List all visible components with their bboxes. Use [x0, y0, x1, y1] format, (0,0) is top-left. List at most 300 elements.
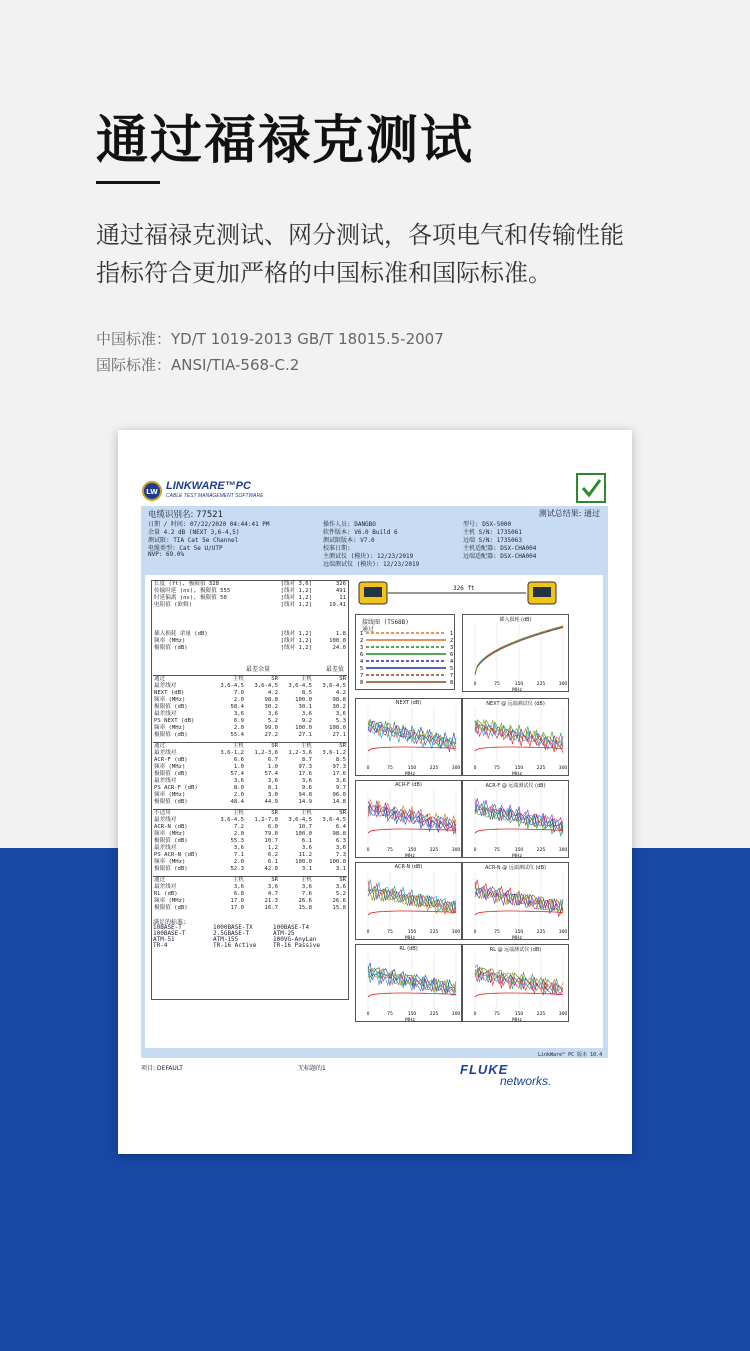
- table-cell: 极限值 (dB): [154, 905, 188, 911]
- wire-pin-label: 5: [450, 666, 454, 672]
- table-cell: 326: [335, 581, 346, 587]
- chart-title: 插入损耗 (dB): [499, 617, 532, 623]
- table-cell: 94.8: [298, 792, 312, 798]
- table-cell: 3,6: [267, 778, 278, 784]
- x-axis-unit: MHz: [405, 936, 415, 941]
- chart-plot: [356, 945, 463, 1023]
- table-cell: SR: [245, 810, 279, 818]
- x-tick-label: 150: [514, 848, 524, 853]
- cable-length-label: 326 ft: [453, 585, 475, 592]
- table-cell: 主机: [279, 743, 313, 751]
- x-tick-label: 0: [473, 766, 477, 771]
- version-note: LinkWare™ PC 版本 10.4: [538, 1052, 603, 1058]
- table-cell: 30.2: [332, 704, 346, 710]
- table-cell: 7.0: [233, 690, 244, 696]
- x-tick-label: 75: [494, 848, 500, 853]
- x-tick-label: 150: [407, 848, 417, 853]
- frequency-chart: [355, 698, 462, 776]
- intro-line: 通过福禄克测试、网分测试，各项电气和传输性能: [96, 221, 624, 249]
- compliant-standard: ATM-155: [213, 936, 239, 943]
- x-tick-label: 300: [558, 1012, 568, 1017]
- table-cell: 3,6: [301, 884, 312, 890]
- intl-standard-value: ANSI/TIA-568-C.2: [171, 356, 300, 374]
- table-cell: 3,6-1,2: [220, 750, 244, 756]
- table-cell: 6.9: [233, 718, 244, 724]
- x-tick-label: 0: [366, 766, 370, 771]
- page-headline: 通过福禄克测试: [96, 111, 475, 171]
- table-cell: 3.1: [301, 866, 312, 872]
- table-cell: PS ACR-F (dB): [154, 785, 198, 791]
- chart-title: ACR-F (dB): [395, 782, 422, 788]
- table-cell: 48.4: [230, 799, 244, 805]
- table-cell: 最差线对: [154, 683, 177, 689]
- table-cell: [线对 1,2]: [280, 595, 312, 601]
- x-tick-label: 75: [494, 682, 500, 687]
- table-cell: 3.1: [335, 866, 346, 872]
- wiremap-lines: [356, 615, 456, 691]
- table-cell: 2.0: [233, 831, 244, 837]
- table-cell: 100.0: [295, 831, 312, 837]
- frequency-chart: [355, 944, 462, 1022]
- table-cell: 5.2: [267, 718, 278, 724]
- x-tick-label: 225: [536, 682, 546, 687]
- wire-pin-label: 5: [360, 666, 364, 672]
- results-table: [153, 809, 347, 873]
- table-cell: 52.3: [230, 866, 244, 872]
- brand-name: LINKWARE™PC: [166, 480, 251, 492]
- table-cell: PS ACR-N (dB): [154, 852, 198, 858]
- info-line: 余量 4.2 dB (NEXT 3,6-4,5): [148, 529, 240, 536]
- table-cell: 主机: [211, 676, 245, 684]
- wire-pin-label: 6: [360, 652, 364, 658]
- test-report-sheet: [118, 430, 632, 1154]
- frequency-chart: [355, 862, 462, 940]
- table-cell: 5.2: [335, 891, 346, 897]
- table-cell: 1.0: [233, 764, 244, 770]
- x-tick-label: 0: [473, 682, 477, 687]
- results-table: [153, 675, 347, 739]
- x-tick-label: 300: [451, 766, 461, 771]
- headline-underline: [96, 181, 160, 184]
- vendor-suffix: networks.: [500, 1074, 552, 1088]
- table-cell: 1,2-7,8: [254, 817, 278, 823]
- info-line: 测试限版本: V7.0: [323, 537, 375, 544]
- x-tick-label: 0: [473, 1012, 477, 1017]
- table-cell: 7.2: [233, 824, 244, 830]
- x-tick-label: 225: [536, 766, 546, 771]
- x-tick-label: 225: [429, 1012, 439, 1017]
- table-cell: 30.2: [264, 704, 278, 710]
- table-cell: 频率 (MHz): [154, 764, 186, 770]
- compliant-standard: TR-4: [153, 942, 168, 949]
- table-cell: 频率 (MHz): [154, 638, 186, 644]
- table-cell: PS NEXT (dB): [154, 718, 195, 724]
- compliant-standard: 100VG-AnyLan: [273, 936, 317, 943]
- chart-plot: [356, 863, 463, 941]
- table-cell: 频率 (MHz): [154, 697, 186, 703]
- table-cell: 14.8: [332, 799, 346, 805]
- table-cell: 3,6-1,2: [322, 750, 346, 756]
- table-cell: 3,6-4,5: [322, 817, 346, 823]
- x-axis-unit: MHz: [512, 1018, 522, 1023]
- info-line: 远端测试仪 (模块): 12/23/2019: [323, 561, 420, 568]
- project-name: 项目: DEFAULT: [141, 1065, 183, 1072]
- table-cell: 79.0: [264, 831, 278, 837]
- table-cell: 491: [335, 588, 346, 594]
- chart-plot: [463, 699, 570, 777]
- table-cell: 3,6: [301, 778, 312, 784]
- table-cell: 26.6: [332, 898, 346, 904]
- table-cell: 长度 (ft), 极限值 328: [154, 581, 220, 587]
- table-cell: 最差线对: [154, 884, 177, 890]
- table-cell: 极限值 (dB): [154, 771, 188, 777]
- brand-subtitle: CABLE TEST MANAGEMENT SOFTWARE: [166, 493, 264, 499]
- chart-plot: [356, 781, 463, 859]
- compliant-title: 满足的标准:: [153, 919, 187, 926]
- table-cell: [线对 1,2]: [280, 588, 312, 594]
- wiremap-title: 接线图 (T568B): [362, 619, 409, 626]
- chart-plot: [356, 699, 463, 777]
- table-cell: 极限值 (dB): [154, 866, 188, 872]
- overall-result: 测试总结果: 通过: [538, 509, 600, 518]
- info-line: 操作人员: DANGBO: [323, 521, 376, 528]
- x-tick-label: 225: [429, 930, 439, 935]
- table-cell: 3,6-4,5: [220, 817, 244, 823]
- table-cell: 11.2: [298, 852, 312, 858]
- info-line: 主机 S/N: 1735061: [463, 529, 522, 536]
- frequency-chart: [462, 614, 569, 692]
- chart-plot: [463, 945, 570, 1023]
- x-tick-label: 225: [536, 1012, 546, 1017]
- table-cell: 主机: [279, 877, 313, 885]
- table-cell: 6.6: [233, 757, 244, 763]
- x-tick-label: 150: [407, 1012, 417, 1017]
- table-cell: 3,6: [335, 884, 346, 890]
- table-cell: SR: [313, 877, 347, 885]
- x-tick-label: 0: [366, 930, 370, 935]
- x-axis-unit: MHz: [512, 688, 522, 693]
- table-cell: 4.2: [335, 690, 346, 696]
- svg-text:LW: LW: [146, 488, 158, 496]
- wire-pin-label: 7: [450, 673, 454, 679]
- table-cell: SR: [245, 877, 279, 885]
- table-cell: SR: [313, 676, 347, 684]
- table-cell: 24.0: [332, 645, 346, 651]
- table-cell: ACR-F (dB): [154, 757, 188, 763]
- chart-title: NEXT @ 远端测试仪 (dB): [486, 701, 545, 707]
- table-cell: 极限值 (dB): [154, 838, 188, 844]
- table-cell: 3,6: [267, 884, 278, 890]
- table-cell: 最差线对: [154, 711, 177, 717]
- x-tick-label: 150: [407, 930, 417, 935]
- x-axis-unit: MHz: [405, 854, 415, 859]
- table-cell: 6.7: [267, 757, 278, 763]
- table-cell: 6.8: [233, 891, 244, 897]
- x-tick-label: 225: [536, 930, 546, 935]
- worst-value-header: 最差值: [326, 666, 345, 673]
- table-cell: 97.3: [332, 764, 346, 770]
- table-cell: 电阻值 (欧姆): [154, 602, 193, 608]
- table-cell: [线对 1,2]: [280, 602, 312, 608]
- x-tick-label: 300: [451, 1012, 461, 1017]
- table-cell: 3,6-4,5: [322, 683, 346, 689]
- table-cell: 主机: [279, 676, 313, 684]
- table-cell: 30.1: [298, 704, 312, 710]
- table-cell: 6.1: [301, 838, 312, 844]
- x-tick-label: 300: [558, 682, 568, 687]
- table-cell: 1.0: [267, 764, 278, 770]
- table-cell: 极限值 (dB): [154, 732, 188, 738]
- table-cell: 2.0: [233, 725, 244, 731]
- pass-check-icon: [576, 473, 606, 503]
- table-cell: 19.41: [329, 602, 346, 608]
- table-cell: 100.0: [329, 725, 346, 731]
- table-cell: 主机: [211, 810, 245, 818]
- table-cell: 3,6: [233, 845, 244, 851]
- table-cell: 57.4: [230, 771, 244, 777]
- table-cell: [线对 1,2]: [280, 638, 312, 644]
- frequency-chart: [462, 780, 569, 858]
- compliant-standard: TR-16 Active: [213, 942, 257, 949]
- table-cell: 频率 (MHz): [154, 898, 186, 904]
- table-cell: 传输时延 (ns), 极限值 555: [154, 588, 231, 594]
- wire-pin-label: 6: [450, 652, 454, 658]
- x-axis-unit: MHz: [512, 772, 522, 777]
- compliant-standard: 10BASE-T: [153, 924, 182, 931]
- table-cell: 100.0: [295, 697, 312, 703]
- table-cell: 3,6-4,5: [288, 683, 312, 689]
- compliant-standard: 1000BASE-TX: [213, 924, 253, 931]
- table-cell: 27.1: [332, 732, 346, 738]
- table-cell: SR: [313, 743, 347, 751]
- info-line: 电缆类型: Cat 5e U/UTP: [148, 545, 223, 552]
- intro-paragraph: [96, 216, 696, 292]
- cn-standard: [96, 328, 444, 349]
- table-cell: 57.4: [264, 771, 278, 777]
- table-cell: 频率 (MHz): [154, 859, 186, 865]
- table-cell: ACR-N (dB): [154, 824, 188, 830]
- x-tick-label: 150: [407, 766, 417, 771]
- chart-title: ACR-N (dB): [394, 864, 423, 870]
- x-axis-unit: MHz: [405, 1018, 415, 1023]
- frequency-chart: [462, 944, 569, 1022]
- x-tick-label: 300: [451, 848, 461, 853]
- info-line: 日期 / 时间: 07/22/2020 04:44:41 PM: [148, 521, 270, 528]
- x-tick-label: 75: [494, 930, 500, 935]
- table-cell: 16.7: [264, 905, 278, 911]
- table-cell: 最差线对: [154, 817, 177, 823]
- info-line: 远端适配器: DSX-CHA004: [463, 553, 537, 560]
- x-tick-label: 0: [366, 848, 370, 853]
- table-cell: 17.0: [230, 905, 244, 911]
- table-cell: SR: [245, 676, 279, 684]
- table-cell: 17.0: [230, 898, 244, 904]
- table-cell: 6.3: [335, 838, 346, 844]
- x-tick-label: 300: [558, 930, 568, 935]
- chart-title: ACR-N @ 远端测试仪 (dB): [485, 865, 546, 871]
- wire-pin-label: 2: [450, 638, 454, 644]
- x-tick-label: 150: [514, 930, 524, 935]
- table-cell: [线对 1,2]: [280, 631, 312, 637]
- chart-title: ACR-F @ 远端测试仪 (dB): [485, 783, 546, 789]
- table-cell: 17.6: [298, 771, 312, 777]
- chart-plot: [463, 615, 570, 693]
- table-cell: [线对 1,2]: [280, 645, 312, 651]
- tester-link-icon: [358, 580, 558, 606]
- x-axis-unit: MHz: [512, 936, 522, 941]
- wire-pin-label: 8: [360, 680, 364, 686]
- table-cell: SR: [245, 743, 279, 751]
- linkware-logo: [142, 480, 292, 506]
- info-line: 主机适配器: DSX-CHA004: [463, 545, 537, 552]
- table-cell: 3,6: [335, 778, 346, 784]
- table-cell: 频率 (MHz): [154, 831, 186, 837]
- table-cell: 3.0: [267, 792, 278, 798]
- table-cell: 10.7: [298, 824, 312, 830]
- chart-plot: [463, 781, 570, 859]
- results-table: [153, 876, 347, 912]
- table-cell: 2.0: [233, 697, 244, 703]
- cn-standard-value: YD/T 1019-2013 GB/T 18015.5-2007: [171, 330, 444, 348]
- table-cell: 8.1: [267, 785, 278, 791]
- chart-plot: [463, 863, 570, 941]
- table-cell: 频率 (MHz): [154, 725, 186, 731]
- results-table: [153, 742, 347, 806]
- table-cell: 2.0: [233, 792, 244, 798]
- table-cell: 主机: [211, 877, 245, 885]
- frequency-chart: [355, 780, 462, 858]
- x-tick-label: 225: [429, 766, 439, 771]
- table-cell: 58.4: [230, 704, 244, 710]
- wire-pin-label: 2: [360, 638, 364, 644]
- table-cell: 3,6-4,5: [288, 817, 312, 823]
- table-cell: 98.8: [264, 697, 278, 703]
- x-tick-label: 0: [473, 930, 477, 935]
- wiremap-panel: [355, 614, 455, 690]
- table-cell: 97.3: [298, 764, 312, 770]
- info-line: 远端 S/N: 1735063: [463, 537, 522, 544]
- info-line: 主测试仪 (模块): 12/23/2019: [323, 553, 414, 560]
- x-tick-label: 75: [494, 766, 500, 771]
- table-cell: 8.7: [301, 757, 312, 763]
- table-cell: 不适用: [153, 810, 211, 818]
- table-cell: 7.1: [233, 852, 244, 858]
- info-line: 校准日期:: [323, 545, 351, 552]
- table-cell: 21.3: [264, 898, 278, 904]
- x-axis-unit: MHz: [512, 854, 522, 859]
- table-cell: 7.3: [335, 852, 346, 858]
- table-cell: 最差线对: [154, 750, 177, 756]
- file-name: 无标题的1: [298, 1065, 326, 1072]
- table-cell: 8.5: [301, 690, 312, 696]
- table-cell: 3,6: [301, 711, 312, 717]
- table-cell: 6.2: [267, 852, 278, 858]
- table-cell: 4.7: [267, 891, 278, 897]
- table-cell: 100.0: [329, 638, 346, 644]
- table-cell: 55.3: [230, 838, 244, 844]
- table-cell: 27.1: [298, 732, 312, 738]
- results-table: [153, 631, 347, 652]
- table-cell: 7.6: [301, 891, 312, 897]
- intl-standard: [96, 354, 299, 375]
- x-tick-label: 150: [514, 1012, 524, 1017]
- margin-header: 最差余量: [246, 666, 271, 673]
- table-cell: 100.0: [295, 725, 312, 731]
- table-cell: 主机: [211, 743, 245, 751]
- wire-pin-label: 3: [360, 645, 364, 651]
- wire-pin-label: 3: [450, 645, 454, 651]
- table-cell: 6.1: [267, 859, 278, 865]
- x-axis-unit: MHz: [405, 772, 415, 777]
- table-cell: 通过: [153, 877, 211, 885]
- wire-pin-label: 1: [360, 631, 364, 637]
- table-cell: 3,6: [301, 845, 312, 851]
- compliant-standard: TR-16 Passive: [273, 942, 320, 949]
- table-cell: 极限值 (dB): [154, 799, 188, 805]
- table-cell: 主机: [279, 810, 313, 818]
- table-cell: 3,6: [267, 711, 278, 717]
- x-tick-label: 300: [451, 930, 461, 935]
- table-cell: 55.4: [230, 732, 244, 738]
- x-tick-label: 300: [558, 766, 568, 771]
- info-line: 测试限: TIA Cat 5e Channel: [148, 537, 239, 544]
- x-tick-label: 0: [366, 1012, 370, 1017]
- table-cell: 插入损耗 余量 (dB): [154, 631, 208, 637]
- frequency-chart: [462, 862, 569, 940]
- table-cell: 98.8: [332, 831, 346, 837]
- table-cell: 96.0: [332, 792, 346, 798]
- x-tick-label: 0: [473, 848, 477, 853]
- table-cell: 极限值 (dB): [154, 645, 188, 651]
- table-cell: 14.9: [298, 799, 312, 805]
- wire-pin-label: 4: [450, 659, 454, 665]
- table-cell: NEXT (dB): [154, 690, 185, 696]
- x-tick-label: 225: [536, 848, 546, 853]
- table-cell: 3,6-4,5: [254, 683, 278, 689]
- compliant-standard: 2.5GBASE-T: [213, 930, 250, 937]
- x-tick-label: 150: [514, 766, 524, 771]
- table-cell: 3,6: [233, 884, 244, 890]
- x-tick-label: 300: [558, 848, 568, 853]
- table-cell: 9.7: [335, 785, 346, 791]
- results-table: [153, 581, 347, 609]
- chart-title: RL (dB): [399, 946, 418, 952]
- info-line: 型号: DSX-5000: [463, 521, 512, 528]
- table-cell: 1,2-3,6: [254, 750, 278, 756]
- table-cell: 3,6: [233, 778, 244, 784]
- intro-line: 指标符合更加严格的中国标准和国际标准。: [96, 259, 552, 287]
- table-cell: 2.0: [233, 859, 244, 865]
- table-cell: 10.7: [264, 838, 278, 844]
- table-cell: 1.8: [335, 631, 346, 637]
- cable-id: 电缆识别名: 77521: [148, 510, 224, 520]
- chart-title: NEXT (dB): [395, 700, 422, 706]
- compliant-standard: 100BASE-T4: [273, 924, 310, 931]
- x-tick-label: 75: [387, 1012, 393, 1017]
- table-cell: 3,6: [335, 711, 346, 717]
- table-cell: 8.0: [233, 785, 244, 791]
- fluke-networks-logo: [460, 1062, 551, 1088]
- table-cell: 1,2: [267, 845, 278, 851]
- x-tick-label: 75: [387, 848, 393, 853]
- x-tick-label: 75: [387, 930, 393, 935]
- table-cell: 27.2: [264, 732, 278, 738]
- table-cell: 通过: [153, 743, 211, 751]
- table-cell: 频率 (MHz): [154, 792, 186, 798]
- table-cell: 3,6: [233, 711, 244, 717]
- table-cell: 98.8: [332, 697, 346, 703]
- wire-pin-label: 7: [360, 673, 364, 679]
